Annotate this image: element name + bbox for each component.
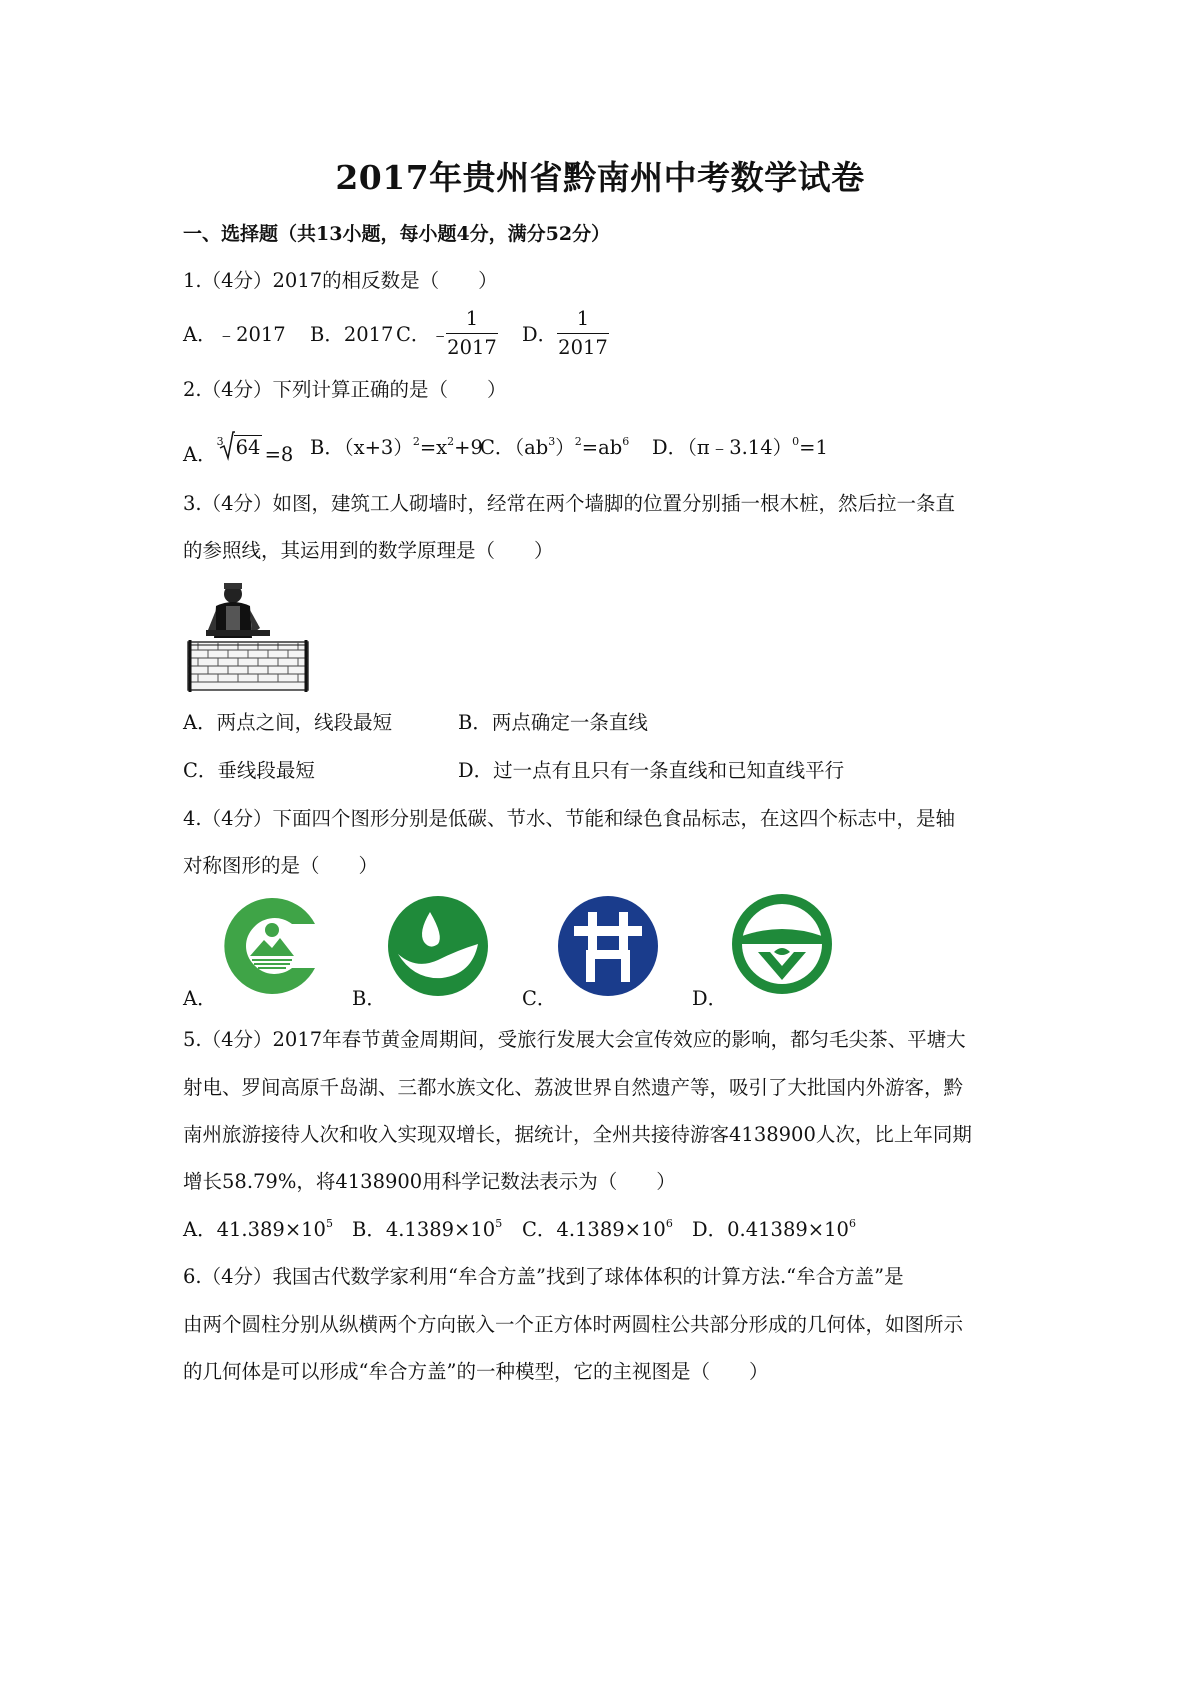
green-food-logo-icon [730, 892, 834, 996]
bricklayer-illustration [186, 580, 312, 692]
q4-stem-line2: 对称图形的是（ ） [183, 854, 379, 877]
radicand: 64 [235, 436, 261, 459]
q5-stem-line3: 南州旅游接待人次和收入实现双增长，据统计，全州共接待游客4138900人次，比上年同期 [183, 1123, 972, 1146]
exponent: 6 [665, 1217, 673, 1230]
q4-option-a: A． [183, 987, 217, 1010]
energy-saving-logo-icon [556, 894, 660, 998]
q6-stem-line2: 由两个圆柱分别从纵横两个方向嵌入一个正方体时两圆柱公共部分形成的几何体，如图所示 [183, 1313, 964, 1336]
q1-option-b: B．2017 [310, 323, 394, 346]
fraction-numerator: 1 [576, 307, 590, 330]
fraction-denominator: 2017 [447, 336, 497, 359]
q2-option-d-tail: =1 [799, 436, 828, 459]
fraction-numerator: 1 [465, 307, 479, 330]
q5-option-b-text: B．4.1389×10 [352, 1218, 496, 1241]
q6-stem-line1: 6.（4分）我国古代数学家利用“牟合方盖”找到了球体体积的计算方法.“牟合方盖”是 [183, 1265, 904, 1288]
q5-option-c [522, 1217, 673, 1243]
q2-option-a-label: A． [183, 443, 217, 466]
q2-option-b-mid: =x [419, 436, 448, 459]
exponent: 5 [325, 1217, 333, 1230]
q3-stem-line1: 3.（4分）如图，建筑工人砌墙时，经常在两个墙脚的位置分别插一根木桩，然后拉一条直 [183, 492, 956, 515]
q1-option-d-fraction [557, 307, 609, 360]
q5-option-d-text: D．0.41389×10 [692, 1218, 849, 1241]
q2-option-b [310, 435, 483, 461]
exponent: 2 [412, 435, 420, 448]
q5-option-d [692, 1217, 856, 1243]
q4-option-d: D． [692, 987, 728, 1010]
q4-option-b: B． [352, 987, 386, 1010]
page-title: 2017年贵州省黔南州中考数学试卷 [335, 158, 865, 197]
q2-stem: 2.（4分）下列计算正确的是（ ） [183, 378, 507, 401]
q6-stem-line3: 的几何体是可以形成“牟合方盖”的一种模型，它的主视图是（ ） [183, 1360, 769, 1383]
q3-option-c: C．垂线段最短 [183, 759, 315, 782]
q4-option-c: C． [522, 987, 557, 1010]
q5-stem-line1: 5.（4分）2017年春节黄金周期间，受旅行发展大会宣传效应的影响，都匀毛尖茶、平塘大 [183, 1028, 966, 1051]
fraction-bar [446, 333, 498, 334]
q2-option-c-mid: ） [555, 436, 575, 459]
q2-option-c-text: C．（ab [480, 436, 549, 459]
q5-option-a-text: A．41.389×10 [183, 1218, 326, 1241]
exponent: 3 [548, 435, 556, 448]
water-saving-logo-icon [386, 894, 490, 998]
low-carbon-logo-icon [220, 894, 324, 998]
q4-stem-line1: 4.（4分）下面四个图形分别是低碳、节水、节能和绿色食品标志，在这四个标志中，是轴 [183, 807, 956, 830]
q3-option-a: A．两点之间，线段最短 [183, 711, 393, 734]
q2-option-b-text: B．（x+3） [310, 436, 413, 459]
q2-option-d-text: D．（π﹣3.14） [652, 436, 793, 459]
q2-option-c [480, 435, 629, 461]
cube-root [217, 435, 265, 461]
q5-stem-line2: 射电、罗间高原千岛湖、三都水族文化、荔波世界自然遗产等，吸引了大批国内外游客，黔 [183, 1076, 964, 1099]
exponent: 6 [848, 1217, 856, 1230]
exponent: 6 [622, 435, 630, 448]
exponent: 2 [574, 435, 582, 448]
q2-option-a-tail: =8 [264, 443, 294, 466]
q5-option-c-text: C．4.1389×10 [522, 1218, 666, 1241]
q2-option-b-tail: +9 [454, 436, 483, 459]
root-index: 3 [216, 435, 224, 448]
q5-stem-line4: 增长58.79%，将4138900用科学记数法表示为（ ） [183, 1170, 676, 1193]
section-heading: 一、选择题（共13小题，每小题4分，满分52分） [183, 223, 611, 245]
q1-stem: 1.（4分）2017的相反数是（ ） [183, 269, 498, 292]
q2-option-d [652, 435, 828, 461]
fraction-denominator: 2017 [558, 336, 608, 359]
q1-option-a: A．﹣2017 [183, 323, 286, 346]
q5-option-a [183, 1217, 333, 1243]
q5-option-b [352, 1217, 502, 1243]
exponent: 0 [792, 435, 800, 448]
q3-stem-line2: 的参照线，其运用到的数学原理是（ ） [183, 539, 554, 562]
exponent: 2 [447, 435, 455, 448]
q3-option-d: D．过一点有且只有一条直线和已知直线平行 [458, 759, 845, 782]
radical-sign-icon [216, 431, 235, 461]
q3-option-b: B．两点确定一条直线 [458, 711, 648, 734]
q1-option-c: C．﹣ [396, 323, 450, 346]
fraction-bar [557, 333, 609, 334]
q1-option-d: D． [522, 323, 558, 346]
q1-option-c-fraction [446, 307, 498, 360]
q2-option-a [183, 435, 293, 468]
q2-option-c-mid2: =ab [581, 436, 623, 459]
exponent: 5 [495, 1217, 503, 1230]
